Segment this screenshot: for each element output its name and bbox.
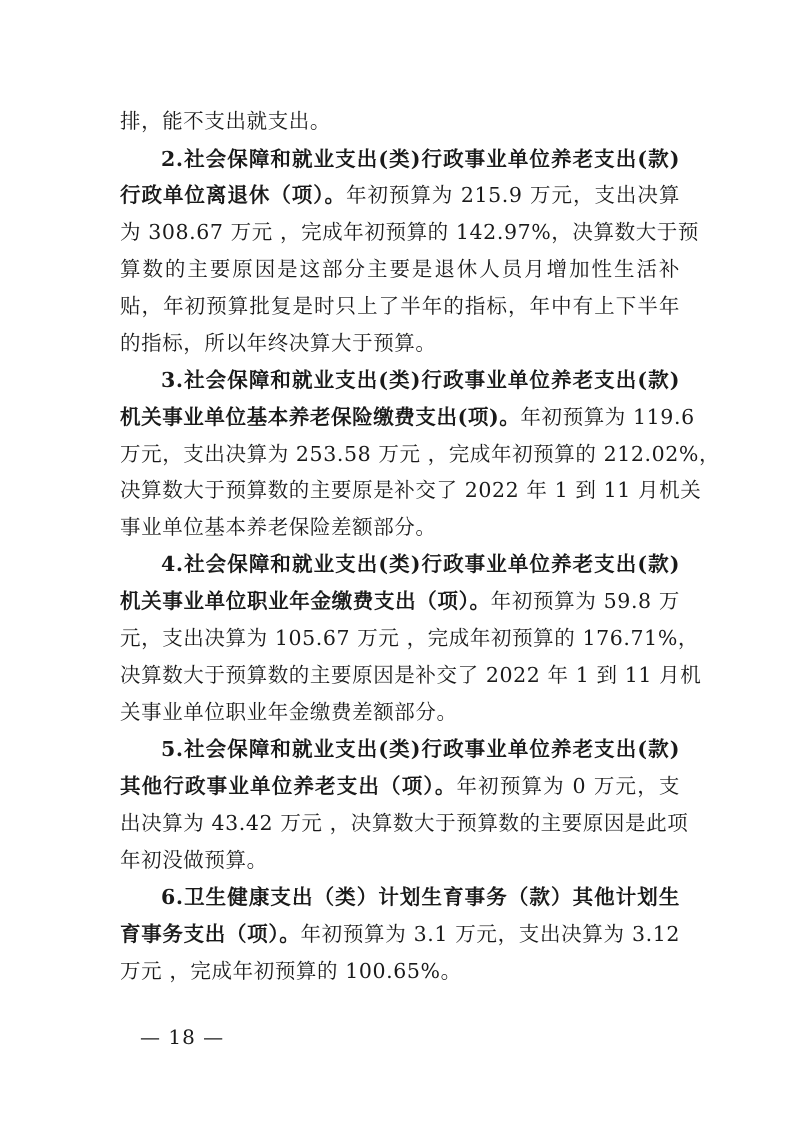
body-line: 决算数大于预算数的主要原因是补交了 2022 年 1 到 11 月机: [120, 663, 702, 687]
page-number: — 18 —: [140, 1025, 225, 1049]
section-heading-line: 2.社会保障和就业支出(类)行政事业单位养老支出(款): [161, 147, 680, 171]
body-line: 万元，支出决算为 253.58 万元 ，完成年初预算的 212.02%，: [120, 442, 721, 466]
body-line: 机关事业单位基本养老保险缴费支出(项)。年初预算为 119.6: [120, 405, 695, 429]
body-line: 关事业单位职业年金缴费差额部分。: [120, 700, 458, 724]
body-line: 其他行政事业单位养老支出（项）。年初预算为 0 万元，支: [120, 774, 680, 798]
body-line: 行政单位离退休（项）。年初预算为 215.9 万元，支出决算: [120, 183, 680, 207]
body-line: 的指标，所以年终决算大于预算。: [120, 331, 437, 355]
body-line: 事业单位基本养老保险差额部分。: [120, 515, 437, 539]
body-line: 元，支出决算为 105.67 万元 ，完成年初预算的 176.71%，: [120, 626, 700, 650]
body-line: 算数的主要原因是这部分主要是退休人员月增加性生活补: [120, 257, 680, 281]
body-line: 育事务支出（项）。年初预算为 3.1 万元，支出决算为 3.12: [120, 922, 680, 946]
section-heading-line: 5.社会保障和就业支出(类)行政事业单位养老支出(款): [161, 737, 680, 761]
body-line: 年初没做预算。: [120, 848, 268, 872]
body-line: 出决算为 43.42 万元 ，决算数大于预算数的主要原因是此项: [120, 811, 689, 835]
body-line: 万元 ，完成年初预算的 100.65%。: [120, 959, 462, 983]
body-line: 决算数大于预算数的主要原是补交了 2022 年 1 到 11 月机关: [120, 478, 702, 502]
body-line: 排，能不支出就支出。: [120, 109, 331, 133]
body-line: 贴，年初预算批复是时只上了半年的指标，年中有上下半年: [120, 294, 680, 318]
section-heading-line: 6.卫生健康支出（类）计划生育事务（款）其他计划生: [161, 885, 680, 909]
section-heading-line: 4.社会保障和就业支出(类)行政事业单位养老支出(款): [161, 552, 680, 576]
body-line: 机关事业单位职业年金缴费支出（项）。年初预算为 59.8 万: [120, 589, 680, 613]
body-line: 为 308.67 万元 ，完成年初预算的 142.97%，决算数大于预: [120, 220, 700, 244]
section-heading-line: 3.社会保障和就业支出(类)行政事业单位养老支出(款): [161, 368, 680, 392]
